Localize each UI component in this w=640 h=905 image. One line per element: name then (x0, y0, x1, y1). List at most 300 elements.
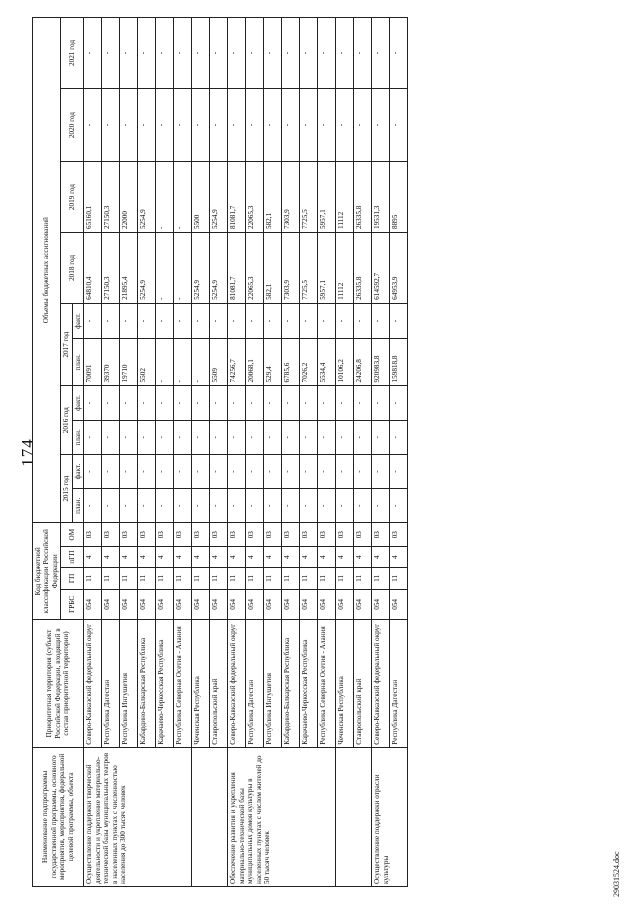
cell-pgp: 4 (156, 547, 174, 568)
cell-value-2015-plan: - (192, 489, 210, 523)
header-om: ОМ (61, 523, 84, 547)
cell-value-2018: 5254,9 (192, 233, 210, 304)
cell-program-name: Осуществление поддержки творческой деятельности и укрепление материально-технической базы муниципальных театров в населенных пунктах с численностью населения до 300 тысяч человек (84, 747, 192, 886)
footer-filename: 29031524.doc (612, 851, 621, 897)
header-plan-2017: план. (72, 339, 83, 386)
cell-value-2016-plan: - (192, 420, 210, 454)
cell-value-2020: - (120, 88, 138, 161)
cell-gp: 11 (174, 568, 192, 589)
cell-value-2015-plan: - (282, 489, 300, 523)
cell-pgp: 4 (228, 547, 246, 568)
cell-grbs: 054 (192, 589, 210, 620)
cell-value-2015-plan: - (390, 489, 408, 523)
header-fact-2017: факт. (72, 303, 83, 338)
header-fact-2015: факт. (72, 454, 83, 488)
cell-value-2017-plan: - (192, 339, 210, 386)
cell-om: 03 (354, 523, 372, 547)
cell-program-name (336, 747, 372, 886)
cell-value-2020: - (282, 88, 300, 161)
cell-value-2018: - (156, 233, 174, 304)
cell-value-2020: - (210, 88, 228, 161)
header-volumes: Объемы бюджетных ассигнований (33, 18, 61, 523)
cell-value-2015-fact: - (246, 454, 264, 488)
cell-gp: 11 (282, 568, 300, 589)
cell-value-2015-plan: - (264, 489, 282, 523)
cell-om: 03 (120, 523, 138, 547)
cell-value-2020: - (102, 88, 120, 161)
header-year-2016: 2016 год (61, 386, 72, 454)
cell-value-2016-plan: - (210, 420, 228, 454)
cell-territory: Ставропольский край (354, 620, 372, 748)
cell-value-2017-fact: - (264, 303, 282, 338)
cell-value-2018: 21895,4 (120, 233, 138, 304)
cell-pgp: 4 (192, 547, 210, 568)
cell-pgp: 4 (138, 547, 156, 568)
cell-value-2017-plan: - (156, 339, 174, 386)
cell-value-2018: 64953,9 (390, 233, 408, 304)
cell-value-2019: 81081,7 (228, 162, 246, 233)
cell-value-2015-plan: - (228, 489, 246, 523)
cell-value-2019: 27150,3 (102, 162, 120, 233)
cell-gp: 11 (318, 568, 336, 589)
cell-pgp: 4 (354, 547, 372, 568)
cell-value-2016-fact: - (102, 386, 120, 420)
cell-value-2020: - (156, 88, 174, 161)
cell-value-2020: - (192, 88, 210, 161)
cell-value-2015-fact: - (336, 454, 354, 488)
cell-value-2020: - (264, 88, 282, 161)
cell-gp: 11 (246, 568, 264, 589)
cell-value-2020: - (336, 88, 354, 161)
cell-value-2021: - (282, 18, 300, 89)
cell-value-2015-fact: - (102, 454, 120, 488)
cell-value-2016-fact: - (210, 386, 228, 420)
cell-value-2017-plan: 74256,7 (228, 339, 246, 386)
cell-pgp: 4 (372, 547, 390, 568)
cell-grbs: 054 (174, 589, 192, 620)
cell-value-2018: 5254,9 (210, 233, 228, 304)
cell-gp: 11 (102, 568, 120, 589)
cell-value-2020: - (372, 88, 390, 161)
cell-value-2015-plan: - (84, 489, 102, 523)
cell-value-2017-plan: 10106,2 (336, 339, 354, 386)
cell-om: 03 (192, 523, 210, 547)
cell-value-2018: 614592,7 (372, 233, 390, 304)
budget-table (32, 17, 408, 887)
table-row (192, 18, 210, 887)
cell-value-2020: - (174, 88, 192, 161)
cell-value-2015-plan: - (354, 489, 372, 523)
cell-value-2018: 26335,8 (354, 233, 372, 304)
cell-value-2017-plan: 5534,4 (318, 339, 336, 386)
cell-value-2019: 5254,9 (138, 162, 156, 233)
cell-om: 03 (102, 523, 120, 547)
cell-value-2021: - (120, 18, 138, 89)
cell-value-2016-plan: - (390, 420, 408, 454)
cell-grbs: 054 (120, 589, 138, 620)
cell-territory: Республика Дагестан (102, 620, 120, 748)
cell-pgp: 4 (264, 547, 282, 568)
cell-gp: 11 (354, 568, 372, 589)
cell-value-2019: - (174, 162, 192, 233)
cell-value-2017-fact: - (210, 303, 228, 338)
cell-value-2021: - (354, 18, 372, 89)
cell-pgp: 4 (246, 547, 264, 568)
cell-value-2015-plan: - (138, 489, 156, 523)
header-year-2020: 2020 год (61, 88, 84, 161)
cell-territory: Чеченская Республика (336, 620, 354, 748)
cell-value-2015-plan: - (102, 489, 120, 523)
header-program: Наименование подпрограммы государственной программы, основного мероприятия, мероприятия, федеральной целевой программы, объекта (33, 747, 84, 886)
cell-value-2016-plan: - (372, 420, 390, 454)
cell-value-2016-fact: - (84, 386, 102, 420)
cell-value-2019: 7725,5 (300, 162, 318, 233)
cell-value-2021: - (192, 18, 210, 89)
cell-value-2016-plan: - (138, 420, 156, 454)
table-row (84, 18, 102, 887)
cell-gp: 11 (300, 568, 318, 589)
cell-gp: 11 (264, 568, 282, 589)
cell-territory: Кабардино-Балкарская Республика (282, 620, 300, 748)
cell-value-2015-fact: - (300, 454, 318, 488)
cell-gp: 11 (156, 568, 174, 589)
cell-value-2017-plan: - (174, 339, 192, 386)
header-year-2017: 2017 год (61, 303, 72, 386)
cell-value-2018: 81081,7 (228, 233, 246, 304)
cell-value-2021: - (390, 18, 408, 89)
cell-value-2017-plan: 20068,1 (246, 339, 264, 386)
cell-value-2017-fact: - (156, 303, 174, 338)
cell-value-2016-plan: - (318, 420, 336, 454)
cell-value-2015-fact: - (264, 454, 282, 488)
cell-value-2017-plan: 529,4 (264, 339, 282, 386)
cell-om: 03 (84, 523, 102, 547)
cell-territory: Республика Ингушетия (264, 620, 282, 748)
cell-value-2021: - (174, 18, 192, 89)
cell-value-2018: 7303,9 (282, 233, 300, 304)
cell-value-2017-fact: - (300, 303, 318, 338)
cell-territory: Ставропольский край (210, 620, 228, 748)
cell-value-2018: 22065,3 (246, 233, 264, 304)
cell-value-2021: - (138, 18, 156, 89)
cell-value-2021: - (318, 18, 336, 89)
cell-value-2017-plan: 920983,8 (372, 339, 390, 386)
cell-gp: 11 (192, 568, 210, 589)
cell-value-2015-fact: - (120, 454, 138, 488)
cell-om: 03 (156, 523, 174, 547)
cell-value-2019: 22065,3 (246, 162, 264, 233)
cell-value-2017-fact: - (246, 303, 264, 338)
cell-grbs: 054 (336, 589, 354, 620)
cell-value-2016-fact: - (264, 386, 282, 420)
header-pgp: пГП (61, 547, 84, 568)
cell-value-2015-plan: - (300, 489, 318, 523)
cell-grbs: 054 (246, 589, 264, 620)
cell-value-2021: - (156, 18, 174, 89)
cell-value-2015-fact: - (192, 454, 210, 488)
cell-value-2018: 11112 (336, 233, 354, 304)
cell-value-2016-plan: - (300, 420, 318, 454)
cell-value-2017-fact: - (120, 303, 138, 338)
cell-territory: Республика Ингушетия (120, 620, 138, 748)
cell-value-2016-fact: - (174, 386, 192, 420)
cell-value-2017-fact: - (372, 303, 390, 338)
cell-value-2021: - (336, 18, 354, 89)
header-budget-code: Код бюджетной классификации Российской Федерации (33, 523, 61, 620)
header-grbs: ГРБС (61, 589, 84, 620)
cell-value-2016-fact: - (372, 386, 390, 420)
cell-value-2015-fact: - (372, 454, 390, 488)
cell-grbs: 054 (102, 589, 120, 620)
cell-value-2015-plan: - (174, 489, 192, 523)
cell-value-2017-plan: 70091 (84, 339, 102, 386)
cell-value-2019: 5254,9 (210, 162, 228, 233)
cell-value-2018: - (174, 233, 192, 304)
cell-value-2019: 11112 (336, 162, 354, 233)
cell-value-2015-fact: - (84, 454, 102, 488)
cell-grbs: 054 (138, 589, 156, 620)
cell-territory: Северо-Кавказский федеральный округ (84, 620, 102, 748)
page-number: 174 (18, 438, 37, 467)
cell-territory: Кабардино-Балкарская Республика (138, 620, 156, 748)
cell-value-2017-fact: - (282, 303, 300, 338)
cell-territory: Карачаево-Черкесская Республика (300, 620, 318, 748)
cell-grbs: 054 (390, 589, 408, 620)
header-plan-2016: план. (72, 420, 83, 454)
cell-value-2016-plan: - (282, 420, 300, 454)
cell-value-2019: 26335,8 (354, 162, 372, 233)
cell-territory: Республика Дагестан (390, 620, 408, 748)
cell-value-2020: - (318, 88, 336, 161)
cell-value-2018: 5957,1 (318, 233, 336, 304)
cell-value-2015-plan: - (372, 489, 390, 523)
cell-territory: Республика Северная Осетия - Алания (174, 620, 192, 748)
cell-om: 03 (300, 523, 318, 547)
cell-value-2016-plan: - (354, 420, 372, 454)
cell-value-2016-fact: - (156, 386, 174, 420)
cell-value-2016-plan: - (174, 420, 192, 454)
cell-value-2020: - (138, 88, 156, 161)
cell-value-2017-plan: 19710 (120, 339, 138, 386)
cell-value-2016-fact: - (318, 386, 336, 420)
cell-value-2019: 22000 (120, 162, 138, 233)
header-year-2019: 2019 год (61, 162, 84, 233)
cell-territory: Северо-Кавказский федеральный округ (372, 620, 390, 748)
cell-pgp: 4 (120, 547, 138, 568)
cell-grbs: 054 (300, 589, 318, 620)
cell-value-2017-fact: - (318, 303, 336, 338)
cell-value-2016-plan: - (336, 420, 354, 454)
table-header (33, 18, 84, 887)
cell-value-2017-fact: - (174, 303, 192, 338)
cell-value-2019: 582,1 (264, 162, 282, 233)
cell-pgp: 4 (174, 547, 192, 568)
cell-gp: 11 (336, 568, 354, 589)
cell-gp: 11 (372, 568, 390, 589)
cell-value-2017-fact: - (84, 303, 102, 338)
cell-value-2021: - (300, 18, 318, 89)
header-fact-2016: факт. (72, 386, 83, 420)
cell-value-2015-plan: - (336, 489, 354, 523)
cell-value-2015-fact: - (174, 454, 192, 488)
cell-om: 03 (390, 523, 408, 547)
cell-gp: 11 (390, 568, 408, 589)
cell-om: 03 (372, 523, 390, 547)
cell-value-2015-plan: - (246, 489, 264, 523)
cell-value-2016-fact: - (246, 386, 264, 420)
cell-grbs: 054 (372, 589, 390, 620)
cell-territory: Чеченская Республика (192, 620, 210, 748)
cell-gp: 11 (210, 568, 228, 589)
cell-om: 03 (318, 523, 336, 547)
cell-gp: 11 (120, 568, 138, 589)
cell-gp: 11 (84, 568, 102, 589)
cell-value-2015-fact: - (138, 454, 156, 488)
cell-om: 03 (174, 523, 192, 547)
cell-om: 03 (282, 523, 300, 547)
cell-territory: Республика Дагестан (246, 620, 264, 748)
cell-value-2020: - (228, 88, 246, 161)
cell-value-2018: 582,1 (264, 233, 282, 304)
cell-value-2020: - (354, 88, 372, 161)
cell-value-2015-fact: - (354, 454, 372, 488)
cell-value-2017-plan: 5502 (138, 339, 156, 386)
cell-pgp: 4 (390, 547, 408, 568)
cell-value-2021: - (210, 18, 228, 89)
cell-value-2017-fact: - (390, 303, 408, 338)
cell-pgp: 4 (210, 547, 228, 568)
cell-program-name (192, 747, 228, 886)
header-gp: ГП (61, 568, 84, 589)
cell-value-2016-fact: - (120, 386, 138, 420)
header-year-2015: 2015 год (61, 454, 72, 522)
cell-value-2018: 64810,4 (84, 233, 102, 304)
cell-value-2017-fact: - (354, 303, 372, 338)
cell-pgp: 4 (102, 547, 120, 568)
cell-om: 03 (228, 523, 246, 547)
cell-grbs: 054 (210, 589, 228, 620)
cell-territory: Республика Северная Осетия - Алания (318, 620, 336, 748)
cell-territory: Северо-Кавказский федеральный округ (228, 620, 246, 748)
cell-pgp: 4 (84, 547, 102, 568)
cell-value-2015-plan: - (120, 489, 138, 523)
cell-om: 03 (246, 523, 264, 547)
cell-value-2015-plan: - (156, 489, 174, 523)
cell-grbs: 054 (318, 589, 336, 620)
cell-value-2019: 8895 (390, 162, 408, 233)
cell-pgp: 4 (282, 547, 300, 568)
table-row (372, 18, 390, 887)
table-row (336, 18, 354, 887)
cell-value-2017-plan: 5509 (210, 339, 228, 386)
cell-value-2015-fact: - (228, 454, 246, 488)
cell-value-2017-fact: - (336, 303, 354, 338)
cell-value-2020: - (300, 88, 318, 161)
cell-grbs: 054 (228, 589, 246, 620)
cell-value-2017-fact: - (192, 303, 210, 338)
cell-value-2017-fact: - (138, 303, 156, 338)
header-year-2018: 2018 год (61, 233, 84, 304)
cell-value-2019: 19531,3 (372, 162, 390, 233)
cell-om: 03 (336, 523, 354, 547)
cell-grbs: 054 (84, 589, 102, 620)
cell-value-2016-plan: - (228, 420, 246, 454)
cell-value-2015-fact: - (210, 454, 228, 488)
cell-value-2017-plan: 7026,2 (300, 339, 318, 386)
cell-value-2021: - (264, 18, 282, 89)
cell-grbs: 054 (156, 589, 174, 620)
cell-value-2018: 27150,3 (102, 233, 120, 304)
cell-grbs: 054 (264, 589, 282, 620)
cell-value-2017-fact: - (102, 303, 120, 338)
cell-territory: Карачаево-Черкесская Республика (156, 620, 174, 748)
cell-om: 03 (264, 523, 282, 547)
header-year-2021: 2021 год (61, 18, 84, 89)
cell-om: 03 (210, 523, 228, 547)
header-territory: Приоритетная территория (субъект Российской Федерации, входящий в состав приоритетной территории) (33, 620, 84, 748)
table-body (84, 18, 408, 887)
cell-value-2019: 7303,9 (282, 162, 300, 233)
cell-pgp: 4 (300, 547, 318, 568)
cell-value-2016-fact: - (300, 386, 318, 420)
cell-pgp: 4 (336, 547, 354, 568)
cell-gp: 11 (138, 568, 156, 589)
cell-value-2020: - (390, 88, 408, 161)
cell-value-2016-fact: - (390, 386, 408, 420)
cell-program-name: Обеспечение развития и укрепления материально-технической базы муниципальных домов культуры в населенных пунктах с числом жителей до 50 тысяч человек (228, 747, 336, 886)
cell-value-2020: - (246, 88, 264, 161)
table-row (228, 18, 246, 887)
cell-value-2016-plan: - (84, 420, 102, 454)
cell-value-2021: - (228, 18, 246, 89)
cell-value-2016-fact: - (354, 386, 372, 420)
cell-value-2015-fact: - (390, 454, 408, 488)
cell-value-2018: 7725,5 (300, 233, 318, 304)
cell-value-2019: 5957,1 (318, 162, 336, 233)
cell-value-2016-fact: - (336, 386, 354, 420)
cell-value-2021: - (102, 18, 120, 89)
cell-value-2017-plan: 6785,6 (282, 339, 300, 386)
cell-value-2021: - (246, 18, 264, 89)
cell-pgp: 4 (318, 547, 336, 568)
header-plan-2015: план. (72, 489, 83, 523)
cell-value-2019: - (156, 162, 174, 233)
cell-value-2019: 65160,1 (84, 162, 102, 233)
cell-value-2016-plan: - (120, 420, 138, 454)
cell-value-2020: - (84, 88, 102, 161)
cell-value-2017-fact: - (228, 303, 246, 338)
cell-value-2016-fact: - (138, 386, 156, 420)
cell-value-2019: 5500 (192, 162, 210, 233)
cell-grbs: 054 (282, 589, 300, 620)
cell-value-2016-plan: - (156, 420, 174, 454)
cell-value-2015-plan: - (210, 489, 228, 523)
cell-value-2017-plan: 24206,8 (354, 339, 372, 386)
cell-value-2016-fact: - (282, 386, 300, 420)
cell-value-2015-plan: - (318, 489, 336, 523)
cell-value-2016-plan: - (264, 420, 282, 454)
cell-grbs: 054 (354, 589, 372, 620)
cell-value-2017-plan: 39370 (102, 339, 120, 386)
cell-value-2016-fact: - (192, 386, 210, 420)
cell-value-2016-plan: - (246, 420, 264, 454)
cell-value-2015-fact: - (282, 454, 300, 488)
cell-value-2017-plan: 159818,8 (390, 339, 408, 386)
cell-program-name: Осуществление поддержки отрасли культуры (372, 747, 408, 886)
cell-value-2021: - (84, 18, 102, 89)
cell-value-2018: 5254,9 (138, 233, 156, 304)
cell-value-2016-plan: - (102, 420, 120, 454)
